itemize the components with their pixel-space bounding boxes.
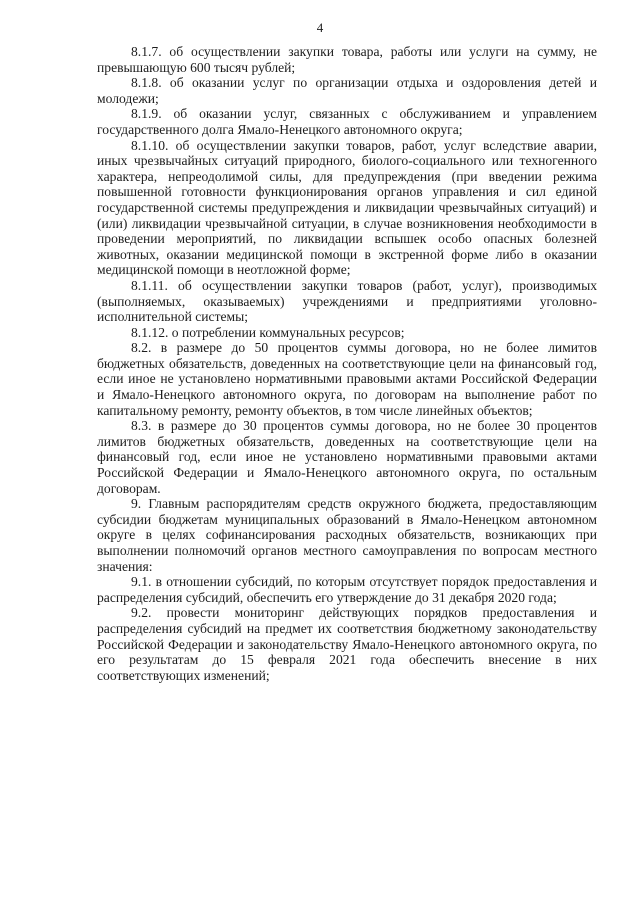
paragraph-9: 9. Главным распорядителям средств окружного бюджета, предоставляющим субсидии бюджетам муниципальных образований в Ямало-Ненецком автономном округе в целях софинансирования расходных обязательств, возникающих при выполнении полномочий органов местного самоуправления по вопросам местного значения: — [97, 496, 597, 574]
document-body — [97, 44, 597, 683]
paragraph-9-1: 9.1. в отношении субсидий, по которым отсутствует порядок предоставления и распределения субсидий, обеспечить его утверждение до 31 декабря 2020 года; — [97, 574, 597, 605]
paragraph-8-1-9: 8.1.9. об оказании услуг, связанных с обслуживанием и управлением государственного долга Ямало-Ненецкого автономного округа; — [97, 106, 597, 137]
paragraph-8-1-10: 8.1.10. об осуществлении закупки товаров, работ, услуг вследствие аварии, иных чрезвычайных ситуаций природного, биолого-социального или техногенного характера, непреодолимой силы, для предупреждения (при введении режима повышенной готовности функционирования органов управления и сил единой государственной системы предупреждения и ликвидации чрезвычайных ситуаций) и (или) ликвидации чрезвычайной ситуации, в случае возникновения необходимости в проведении мероприятий, по ликвидации вспышек особо опасных болезней животных, оказании медицинской помощи в экстренной форме либо в оказании медицинской помощи в неотложной форме; — [97, 137, 597, 278]
paragraph-8-1-7: 8.1.7. об осуществлении закупки товара, работы или услуги на сумму, не превышающую 600 тысяч рублей; — [97, 44, 597, 75]
paragraph-8-1-11: 8.1.11. об осуществлении закупки товаров (работ, услуг), производимых (выполняемых, оказываемых) учреждениями и предприятиями уголовно-исполнительной системы; — [97, 277, 597, 325]
page-number: 4 — [316, 20, 324, 35]
paragraph-8-1-12: 8.1.12. о потреблении коммунальных ресурсов; — [131, 324, 405, 340]
paragraph-8-2: 8.2. в размере до 50 процентов суммы договора, но не более лимитов бюджетных обязательств, доведенных на соответствующие цели на финансовый год, если иное не установлено нормативными правовыми актами Российской Федерации и Ямало-Ненецкого автономного округа, по договорам на выполнение работ по капитальному ремонту, ремонту объектов, в том числе линейных объектов; — [97, 340, 597, 418]
paragraph-8-3: 8.3. в размере до 30 процентов суммы договора, но не более 30 процентов лимитов бюджетных обязательств, доведенных на соответствующие цели на финансовый год, если иное не установлено нормативными правовыми актами Российской Федерации и Ямало-Ненецкого автономного округа, по остальным договорам. — [97, 418, 597, 496]
paragraph-8-1-8: 8.1.8. об оказании услуг по организации отдыха и оздоровления детей и молодежи; — [97, 75, 597, 106]
paragraph-9-2: 9.2. провести мониторинг действующих порядков предоставления и распределения субсидий на предмет их соответствия бюджетному законодательству Российской Федерации и законодательству Ямало-Ненецкого автономного округа, по его результатам до 15 февраля 2021 года обеспечить внесение в них соответствующих изменений; — [97, 605, 597, 683]
